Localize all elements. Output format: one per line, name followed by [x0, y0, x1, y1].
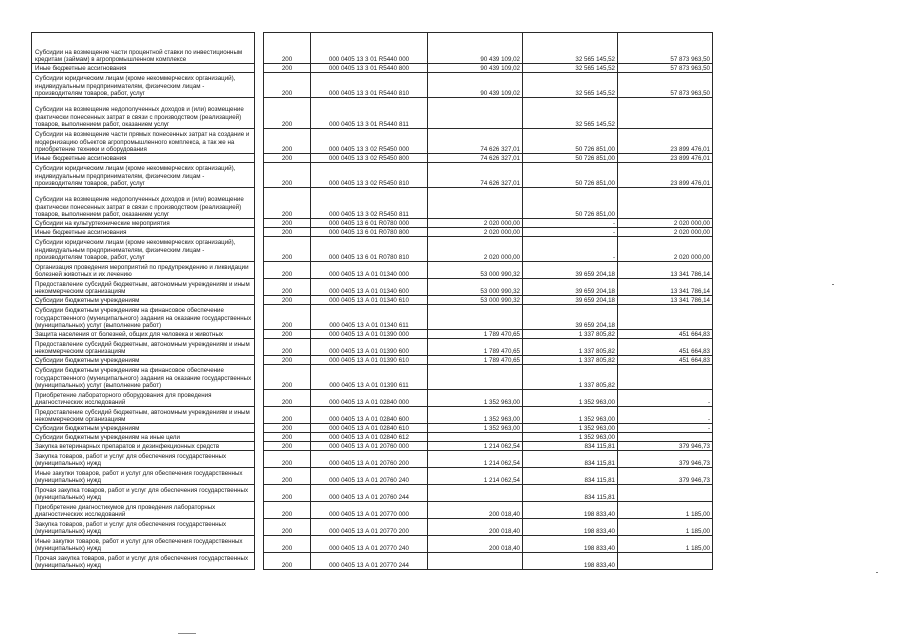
row-unexecuted-amount-cell: 57 873 963,50 — [618, 33, 713, 64]
row-executed-amount-cell: 1 337 805,82 — [523, 330, 618, 339]
row-approved-amount-cell: 1 352 963,00 — [428, 424, 523, 433]
row-name-cell: Предоставление субсидий бюджетным, автономным учреждениям и иным некоммерческим организациям — [32, 339, 255, 356]
row-gap-cell — [255, 553, 264, 570]
page-footer-mark — [178, 633, 196, 634]
row-approved-amount-cell: 1 352 963,00 — [428, 390, 523, 407]
row-admin-code-cell: 200 — [264, 228, 311, 237]
row-approved-amount-cell: 90 439 109,02 — [428, 33, 523, 64]
row-classification-code-cell: 000 0405 13 А 01 20770 200 — [311, 519, 428, 536]
row-classification-code-cell: 000 0405 13 А 01 20770 244 — [311, 553, 428, 570]
scan-speck — [832, 284, 834, 285]
row-admin-code-cell: 200 — [264, 502, 311, 519]
row-unexecuted-amount-cell: 451 664,83 — [618, 339, 713, 356]
table-row — [32, 485, 713, 502]
row-gap-cell — [255, 468, 264, 485]
row-classification-code-cell: 000 0405 13 А 01 01390 610 — [311, 356, 428, 365]
row-classification-code-cell: 000 0405 13 3 01 R5440 811 — [311, 98, 428, 129]
row-executed-amount-cell: 39 659 204,18 — [523, 279, 618, 296]
table-row — [32, 237, 713, 262]
row-name-cell: Закупка товаров, работ и услуг для обеспечения государственных (муниципальных) нужд — [32, 451, 255, 468]
row-name-cell: Субсидии на возмещение части процентной ставки по инвестиционным кредитам (займам) в агропромышленном комплексе — [32, 33, 255, 64]
row-unexecuted-amount-cell: 13 341 786,14 — [618, 296, 713, 305]
row-gap-cell — [255, 390, 264, 407]
row-unexecuted-amount-cell — [618, 365, 713, 390]
row-classification-code-cell: 000 0405 13 А 01 02840 000 — [311, 390, 428, 407]
row-gap-cell — [255, 237, 264, 262]
row-name-cell: Субсидии бюджетным учреждениям на финансовое обеспечение государственного (муниципального) задания на оказание государственных (муниципальных) услуг (выполнение работ) — [32, 305, 255, 330]
row-approved-amount-cell: 74 626 327,01 — [428, 163, 523, 188]
row-unexecuted-amount-cell: 13 341 786,14 — [618, 262, 713, 279]
row-name-cell: Прочая закупка товаров, работ и услуг для обеспечения государственных (муниципальных) нужд — [32, 553, 255, 570]
row-gap-cell — [255, 519, 264, 536]
row-name-cell: Субсидии на возмещение части прямых понесенных затрат на создание и модернизацию объектов агропромышленного комплекса, а так же на приобретение техники и оборудования — [32, 129, 255, 154]
row-gap-cell — [255, 407, 264, 424]
row-executed-amount-cell: 32 565 145,52 — [523, 33, 618, 64]
row-unexecuted-amount-cell — [618, 98, 713, 129]
row-unexecuted-amount-cell: 2 020 000,00 — [618, 237, 713, 262]
table-row — [32, 390, 713, 407]
table-row — [32, 279, 713, 296]
row-unexecuted-amount-cell: 23 899 476,01 — [618, 163, 713, 188]
row-name-cell: Субсидии юридическим лицам (кроме некоммерческих организаций), индивидуальным предпринимателям, физическим лицам - производителям товаров, работ, услуг — [32, 237, 255, 262]
row-approved-amount-cell: 1 352 963,00 — [428, 407, 523, 424]
row-classification-code-cell: 000 0405 13 А 01 20760 244 — [311, 485, 428, 502]
row-admin-code-cell: 200 — [264, 339, 311, 356]
row-executed-amount-cell: 32 565 145,52 — [523, 98, 618, 129]
row-classification-code-cell: 000 0405 13 А 01 01340 600 — [311, 279, 428, 296]
table-row — [32, 228, 713, 237]
row-admin-code-cell: 200 — [264, 356, 311, 365]
row-executed-amount-cell: 32 565 145,52 — [523, 73, 618, 98]
row-executed-amount-cell: 32 565 145,52 — [523, 64, 618, 73]
row-unexecuted-amount-cell: 379 946,73 — [618, 451, 713, 468]
row-approved-amount-cell: 2 020 000,00 — [428, 228, 523, 237]
row-executed-amount-cell: 1 337 805,82 — [523, 365, 618, 390]
row-name-cell: Субсидии на возмещение недополученных доходов и (или) возмещение фактически понесенных затрат в связи с производством (реализацией) товаров, выполнением работ, оказанием услуг — [32, 188, 255, 219]
row-name-cell: Закупка ветеринарных препаратов и дезинфекционных средств — [32, 442, 255, 451]
row-gap-cell — [255, 98, 264, 129]
row-gap-cell — [255, 502, 264, 519]
table-row — [32, 188, 713, 219]
table-row — [32, 219, 713, 228]
row-admin-code-cell: 200 — [264, 237, 311, 262]
row-name-cell: Предоставление субсидий бюджетным, автономным учреждениям и иным некоммерческим организациям — [32, 279, 255, 296]
table-row — [32, 536, 713, 553]
row-executed-amount-cell: - — [523, 219, 618, 228]
row-admin-code-cell: 200 — [264, 73, 311, 98]
row-unexecuted-amount-cell — [618, 553, 713, 570]
row-approved-amount-cell: 1 789 470,65 — [428, 339, 523, 356]
row-name-cell: Приобретение диагностикумов для проведения лабораторных диагностических исследований — [32, 502, 255, 519]
row-unexecuted-amount-cell — [618, 305, 713, 330]
row-unexecuted-amount-cell — [618, 433, 713, 442]
row-gap-cell — [255, 279, 264, 296]
row-name-cell: Субсидии бюджетным учреждениям — [32, 296, 255, 305]
row-executed-amount-cell: 39 659 204,18 — [523, 262, 618, 279]
row-classification-code-cell: 000 0405 13 А 01 01390 000 — [311, 330, 428, 339]
row-classification-code-cell: 000 0405 13 А 01 20770 000 — [311, 502, 428, 519]
table-row — [32, 339, 713, 356]
row-name-cell: Субсидии юридическим лицам (кроме некоммерческих организаций), индивидуальным предпринимателям, физическим лицам - производителям товаров, работ, услуг — [32, 163, 255, 188]
row-classification-code-cell: 000 0405 13 А 01 01390 611 — [311, 365, 428, 390]
row-admin-code-cell: 200 — [264, 163, 311, 188]
row-classification-code-cell: 000 0405 13 А 01 20760 200 — [311, 451, 428, 468]
row-classification-code-cell: 000 0405 13 3 02 R5450 000 — [311, 129, 428, 154]
row-approved-amount-cell: 53 000 990,32 — [428, 279, 523, 296]
table-row — [32, 163, 713, 188]
row-classification-code-cell: 000 0405 13 А 01 02840 610 — [311, 424, 428, 433]
row-name-cell: Организация проведения мероприятий по предупреждению и ликвидации болезней животных и их лечению — [32, 262, 255, 279]
row-approved-amount-cell — [428, 553, 523, 570]
row-unexecuted-amount-cell: 57 873 963,50 — [618, 64, 713, 73]
row-admin-code-cell: 200 — [264, 305, 311, 330]
row-executed-amount-cell: 1 337 805,82 — [523, 339, 618, 356]
row-approved-amount-cell: 1 214 062,54 — [428, 468, 523, 485]
row-approved-amount-cell: 200 018,40 — [428, 519, 523, 536]
row-classification-code-cell: 000 0405 13 6 01 R0780 000 — [311, 219, 428, 228]
row-classification-code-cell: 000 0405 13 А 01 02840 600 — [311, 407, 428, 424]
row-executed-amount-cell: 50 726 851,00 — [523, 188, 618, 219]
table-row — [32, 424, 713, 433]
row-gap-cell — [255, 228, 264, 237]
row-approved-amount-cell — [428, 305, 523, 330]
row-gap-cell — [255, 433, 264, 442]
row-admin-code-cell: 200 — [264, 553, 311, 570]
row-executed-amount-cell: 50 726 851,00 — [523, 154, 618, 163]
row-executed-amount-cell: 1 352 963,00 — [523, 407, 618, 424]
row-name-cell: Субсидии бюджетным учреждениям на иные цели — [32, 433, 255, 442]
table-row — [32, 407, 713, 424]
row-gap-cell — [255, 536, 264, 553]
row-unexecuted-amount-cell — [618, 188, 713, 219]
table-row — [32, 64, 713, 73]
row-classification-code-cell: 000 0405 13 А 01 02840 612 — [311, 433, 428, 442]
row-approved-amount-cell: 1 214 062,54 — [428, 451, 523, 468]
row-executed-amount-cell: - — [523, 228, 618, 237]
row-approved-amount-cell: 1 789 470,65 — [428, 330, 523, 339]
budget-table — [31, 32, 713, 570]
row-gap-cell — [255, 33, 264, 64]
row-admin-code-cell: 200 — [264, 98, 311, 129]
row-executed-amount-cell: 198 833,40 — [523, 502, 618, 519]
row-approved-amount-cell: 74 626 327,01 — [428, 154, 523, 163]
row-admin-code-cell: 200 — [264, 219, 311, 228]
row-gap-cell — [255, 163, 264, 188]
row-admin-code-cell: 200 — [264, 64, 311, 73]
row-name-cell: Субсидии бюджетным учреждениям на финансовое обеспечение государственного (муниципального) задания на оказание государственных (муниципальных) услуг (выполнение работ) — [32, 365, 255, 390]
row-unexecuted-amount-cell: 451 664,83 — [618, 356, 713, 365]
row-unexecuted-amount-cell: 451 664,83 — [618, 330, 713, 339]
row-unexecuted-amount-cell: 13 341 786,14 — [618, 279, 713, 296]
table-row — [32, 296, 713, 305]
row-classification-code-cell: 000 0405 13 3 01 R5440 810 — [311, 73, 428, 98]
row-classification-code-cell: 000 0405 13 3 01 R5440 800 — [311, 64, 428, 73]
row-admin-code-cell: 200 — [264, 33, 311, 64]
table-row — [32, 154, 713, 163]
row-name-cell: Иные закупки товаров, работ и услуг для обеспечения государственных (муниципальных) нужд — [32, 536, 255, 553]
row-admin-code-cell: 200 — [264, 188, 311, 219]
row-executed-amount-cell: - — [523, 237, 618, 262]
row-approved-amount-cell — [428, 485, 523, 502]
row-executed-amount-cell: 1 352 963,00 — [523, 390, 618, 407]
row-name-cell: Иные закупки товаров, работ и услуг для обеспечения государственных (муниципальных) нужд — [32, 468, 255, 485]
row-executed-amount-cell: 198 833,40 — [523, 536, 618, 553]
row-classification-code-cell: 000 0405 13 3 02 R5450 811 — [311, 188, 428, 219]
row-admin-code-cell: 200 — [264, 485, 311, 502]
row-name-cell: Прочая закупка товаров, работ и услуг для обеспечения государственных (муниципальных) нужд — [32, 485, 255, 502]
row-gap-cell — [255, 154, 264, 163]
row-unexecuted-amount-cell: 1 185,00 — [618, 502, 713, 519]
row-gap-cell — [255, 129, 264, 154]
row-unexecuted-amount-cell: - — [618, 407, 713, 424]
row-unexecuted-amount-cell — [618, 485, 713, 502]
row-executed-amount-cell: 1 352 963,00 — [523, 424, 618, 433]
row-unexecuted-amount-cell: 379 946,73 — [618, 468, 713, 485]
table-row — [32, 502, 713, 519]
row-gap-cell — [255, 442, 264, 451]
row-approved-amount-cell: 1 214 062,54 — [428, 442, 523, 451]
row-classification-code-cell: 000 0405 13 А 01 20770 240 — [311, 536, 428, 553]
row-unexecuted-amount-cell: 1 185,00 — [618, 519, 713, 536]
row-approved-amount-cell: 53 000 990,32 — [428, 262, 523, 279]
row-admin-code-cell: 200 — [264, 442, 311, 451]
row-gap-cell — [255, 356, 264, 365]
table-row — [32, 98, 713, 129]
row-classification-code-cell: 000 0405 13 А 01 20760 240 — [311, 468, 428, 485]
row-admin-code-cell: 200 — [264, 451, 311, 468]
row-executed-amount-cell: 39 659 204,18 — [523, 296, 618, 305]
row-classification-code-cell: 000 0405 13 А 01 20760 000 — [311, 442, 428, 451]
row-approved-amount-cell — [428, 433, 523, 442]
row-classification-code-cell: 000 0405 13 А 01 01340 610 — [311, 296, 428, 305]
row-name-cell: Иные бюджетные ассигнования — [32, 154, 255, 163]
table-row — [32, 442, 713, 451]
row-name-cell: Предоставление субсидий бюджетным, автономным учреждениям и иным некоммерческим организациям — [32, 407, 255, 424]
row-unexecuted-amount-cell: 2 020 000,00 — [618, 228, 713, 237]
row-name-cell: Иные бюджетные ассигнования — [32, 64, 255, 73]
row-admin-code-cell: 200 — [264, 154, 311, 163]
row-gap-cell — [255, 262, 264, 279]
row-gap-cell — [255, 188, 264, 219]
row-admin-code-cell: 200 — [264, 129, 311, 154]
table-row — [32, 468, 713, 485]
row-admin-code-cell: 200 — [264, 296, 311, 305]
row-executed-amount-cell: 50 726 851,00 — [523, 129, 618, 154]
row-gap-cell — [255, 305, 264, 330]
row-executed-amount-cell: 198 833,40 — [523, 553, 618, 570]
row-name-cell: Приобретение лабораторного оборудования для проведения диагностических исследований — [32, 390, 255, 407]
row-gap-cell — [255, 296, 264, 305]
row-name-cell: Субсидии бюджетным учреждениям — [32, 424, 255, 433]
row-admin-code-cell: 200 — [264, 407, 311, 424]
row-gap-cell — [255, 73, 264, 98]
row-approved-amount-cell: 1 789 470,65 — [428, 356, 523, 365]
table-row — [32, 330, 713, 339]
row-gap-cell — [255, 64, 264, 73]
row-unexecuted-amount-cell: 1 185,00 — [618, 536, 713, 553]
row-executed-amount-cell: 834 115,81 — [523, 451, 618, 468]
table-row — [32, 519, 713, 536]
row-classification-code-cell: 000 0405 13 6 01 R0780 810 — [311, 237, 428, 262]
row-admin-code-cell: 200 — [264, 519, 311, 536]
table-row — [32, 305, 713, 330]
row-approved-amount-cell: 90 439 109,02 — [428, 73, 523, 98]
row-executed-amount-cell: 50 726 851,00 — [523, 163, 618, 188]
row-admin-code-cell: 200 — [264, 365, 311, 390]
row-unexecuted-amount-cell: 379 946,73 — [618, 442, 713, 451]
row-approved-amount-cell: 200 018,40 — [428, 502, 523, 519]
table-row — [32, 553, 713, 570]
table-row — [32, 73, 713, 98]
row-classification-code-cell: 000 0405 13 3 01 R5440 000 — [311, 33, 428, 64]
row-unexecuted-amount-cell: - — [618, 390, 713, 407]
row-classification-code-cell: 000 0405 13 3 02 R5450 810 — [311, 163, 428, 188]
table-row — [32, 356, 713, 365]
row-unexecuted-amount-cell: 23 899 476,01 — [618, 129, 713, 154]
row-approved-amount-cell: 2 020 000,00 — [428, 219, 523, 228]
row-name-cell: Субсидии юридическим лицам (кроме некоммерческих организаций), индивидуальным предпринимателям, физическим лицам - производителям товаров, работ, услуг — [32, 73, 255, 98]
row-unexecuted-amount-cell: 23 899 476,01 — [618, 154, 713, 163]
table-row — [32, 33, 713, 64]
row-admin-code-cell: 200 — [264, 424, 311, 433]
row-name-cell: Субсидии на возмещение недополученных доходов и (или) возмещение фактически понесенных затрат в связи с производством (реализацией) товаров, выполнением работ, оказанием услуг — [32, 98, 255, 129]
row-admin-code-cell: 200 — [264, 390, 311, 407]
row-classification-code-cell: 000 0405 13 А 01 01340 000 — [311, 262, 428, 279]
table-row — [32, 129, 713, 154]
row-name-cell: Иные бюджетные ассигнования — [32, 228, 255, 237]
row-approved-amount-cell — [428, 98, 523, 129]
row-name-cell: Субсидии на культуртехнические мероприятия — [32, 219, 255, 228]
row-gap-cell — [255, 451, 264, 468]
row-gap-cell — [255, 485, 264, 502]
row-admin-code-cell: 200 — [264, 536, 311, 553]
row-name-cell: Защита населения от болезней, общих для человека и животных — [32, 330, 255, 339]
row-admin-code-cell: 200 — [264, 330, 311, 339]
row-executed-amount-cell: 834 115,81 — [523, 485, 618, 502]
row-gap-cell — [255, 424, 264, 433]
row-name-cell: Закупка товаров, работ и услуг для обеспечения государственных (муниципальных) нужд — [32, 519, 255, 536]
row-executed-amount-cell: 39 659 204,18 — [523, 305, 618, 330]
row-unexecuted-amount-cell: 57 873 963,50 — [618, 73, 713, 98]
row-unexecuted-amount-cell: 2 020 000,00 — [618, 219, 713, 228]
row-gap-cell — [255, 365, 264, 390]
row-approved-amount-cell: 90 439 109,02 — [428, 64, 523, 73]
row-unexecuted-amount-cell: - — [618, 424, 713, 433]
row-approved-amount-cell: 2 020 000,00 — [428, 237, 523, 262]
row-approved-amount-cell: 74 626 327,01 — [428, 129, 523, 154]
row-executed-amount-cell: 834 115,81 — [523, 442, 618, 451]
row-approved-amount-cell — [428, 365, 523, 390]
row-executed-amount-cell: 1 352 963,00 — [523, 433, 618, 442]
row-approved-amount-cell: 200 018,40 — [428, 536, 523, 553]
row-classification-code-cell: 000 0405 13 А 01 01340 611 — [311, 305, 428, 330]
row-executed-amount-cell: 834 115,81 — [523, 468, 618, 485]
scan-speck — [876, 572, 878, 573]
table-row — [32, 262, 713, 279]
row-classification-code-cell: 000 0405 13 3 02 R5450 800 — [311, 154, 428, 163]
row-admin-code-cell: 200 — [264, 262, 311, 279]
row-name-cell: Субсидии бюджетным учреждениям — [32, 356, 255, 365]
row-classification-code-cell: 000 0405 13 А 01 01390 600 — [311, 339, 428, 356]
table-row — [32, 451, 713, 468]
budget-table-sheet — [31, 32, 712, 570]
row-executed-amount-cell: 1 337 805,82 — [523, 356, 618, 365]
row-classification-code-cell: 000 0405 13 6 01 R0780 800 — [311, 228, 428, 237]
row-gap-cell — [255, 330, 264, 339]
table-row — [32, 433, 713, 442]
row-executed-amount-cell: 198 833,40 — [523, 519, 618, 536]
row-admin-code-cell: 200 — [264, 279, 311, 296]
row-gap-cell — [255, 219, 264, 228]
row-gap-cell — [255, 339, 264, 356]
table-row — [32, 365, 713, 390]
row-approved-amount-cell — [428, 188, 523, 219]
row-admin-code-cell: 200 — [264, 433, 311, 442]
row-admin-code-cell: 200 — [264, 468, 311, 485]
row-approved-amount-cell: 53 000 990,32 — [428, 296, 523, 305]
